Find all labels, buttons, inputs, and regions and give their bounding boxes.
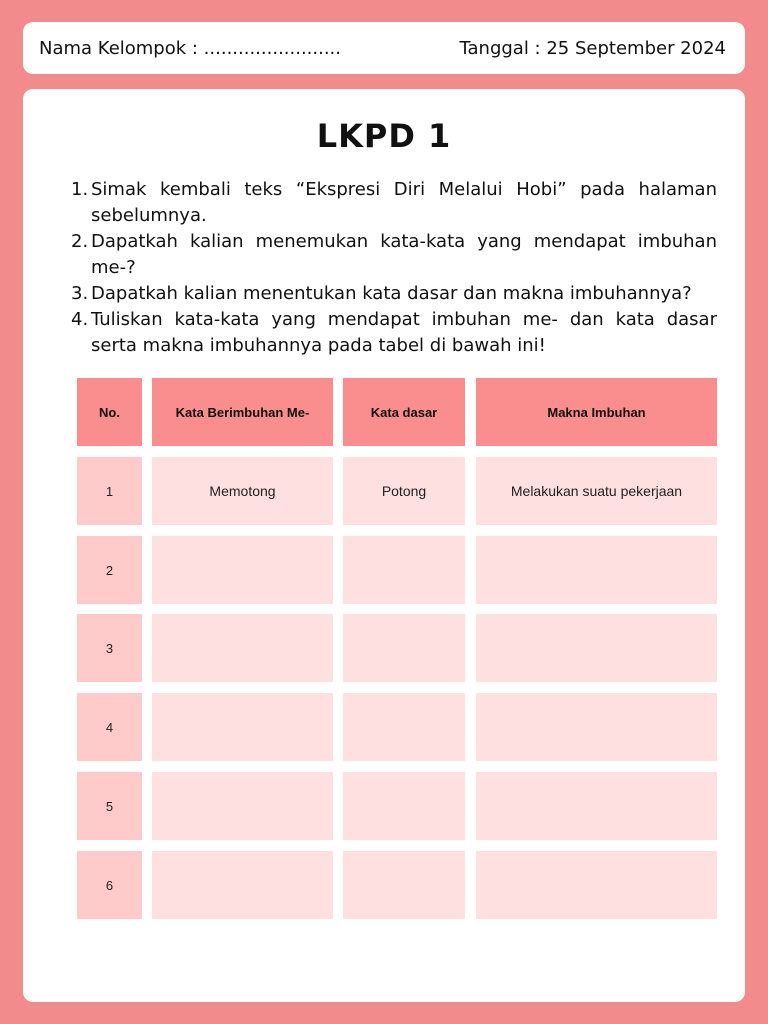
group-name-label: Nama Kelompok : ........................ (39, 37, 342, 59)
table-cell-makna-imbuhan (476, 536, 717, 604)
table-cell-kata-dasar (343, 851, 465, 919)
instruction-text: Simak kembali teks “Ekspresi Diri Melalui Hobi” pada halaman sebelumnya. (91, 179, 717, 226)
table-cell-makna-imbuhan: Melakukan suatu pekerjaan (476, 457, 717, 525)
table-cell-kata-berimbuhan (152, 851, 333, 919)
instruction-number: 4. (71, 309, 89, 330)
table-cell-kata-berimbuhan (152, 536, 333, 604)
table-cell-kata-dasar (343, 614, 465, 682)
table-cell-no: 3 (77, 614, 142, 682)
table-cell-kata-berimbuhan: Memotong (152, 457, 333, 525)
instruction-number: 1. (71, 179, 89, 200)
date-label: Tanggal : 25 September 2024 (459, 37, 726, 59)
instruction-text: Dapatkah kalian menemukan kata-kata yang mendapat imbuhan me-? (91, 231, 717, 278)
table-cell-kata-berimbuhan (152, 614, 333, 682)
table-cell-kata-dasar (343, 772, 465, 840)
table-cell-no: 2 (77, 536, 142, 604)
table-cell-no: 5 (77, 772, 142, 840)
instruction-item (71, 177, 717, 229)
table-cell-makna-imbuhan (476, 851, 717, 919)
instruction-list (71, 177, 717, 359)
table-cell-no: 4 (77, 693, 142, 761)
header-card (23, 22, 745, 74)
instruction-number: 3. (71, 283, 89, 304)
instruction-item (71, 281, 717, 307)
table-cell-makna-imbuhan (476, 693, 717, 761)
table-cell-no: 1 (77, 457, 142, 525)
table-cell-kata-dasar: Potong (343, 457, 465, 525)
table-cell-kata-dasar (343, 693, 465, 761)
table-cell-kata-dasar (343, 536, 465, 604)
instruction-item (71, 307, 717, 359)
table-cell-kata-berimbuhan (152, 693, 333, 761)
table-cell-makna-imbuhan (476, 772, 717, 840)
worksheet-card (23, 89, 745, 1002)
header-cell-no: No. (77, 378, 142, 446)
worksheet-title: LKPD 1 (316, 117, 452, 155)
instruction-text: Dapatkah kalian menentukan kata dasar dan makna imbuhannya? (91, 283, 692, 304)
header-cell-kata-dasar: Kata dasar (343, 378, 465, 446)
table-cell-kata-berimbuhan (152, 772, 333, 840)
header-cell-kata-berimbuhan: Kata Berimbuhan Me- (152, 378, 333, 446)
table-cell-makna-imbuhan (476, 614, 717, 682)
header-cell-makna-imbuhan: Makna Imbuhan (476, 378, 717, 446)
instruction-text: Tuliskan kata-kata yang mendapat imbuhan me- dan kata dasar serta makna imbuhannya pada tabel di bawah ini! (91, 309, 717, 356)
instruction-number: 2. (71, 231, 89, 252)
table-cell-no: 6 (77, 851, 142, 919)
instruction-item (71, 229, 717, 281)
